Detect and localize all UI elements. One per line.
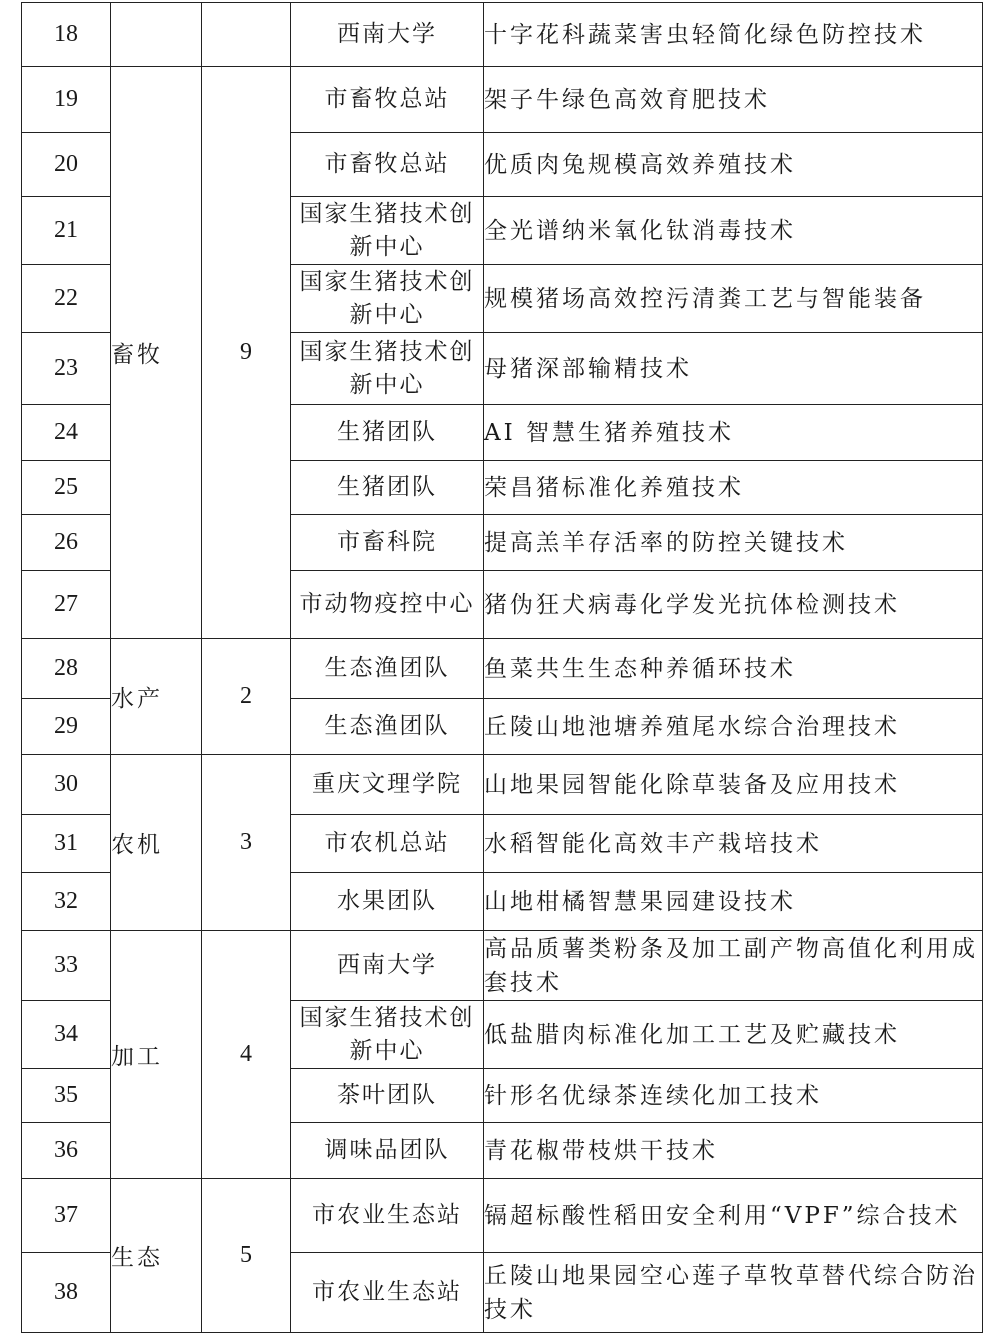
technology-table	[21, 2, 983, 1333]
technology-cell: 山地果园智能化除草装备及应用技术	[484, 755, 983, 815]
table-row	[22, 755, 983, 815]
row-number-cell: 21	[22, 197, 111, 265]
count-cell: 9	[202, 67, 291, 639]
count-cell: 3	[202, 755, 291, 931]
technology-cell: AI 智慧生猪养殖技术	[484, 405, 983, 461]
table-row	[22, 639, 983, 699]
unit-cell: 生态渔团队	[291, 699, 484, 755]
row-number-cell: 36	[22, 1123, 111, 1179]
category-cell: 农机	[111, 755, 202, 931]
technology-cell: 规模猪场高效控污清粪工艺与智能装备	[484, 265, 983, 333]
technology-cell: 镉超标酸性稻田安全利用“VPF”综合技术	[484, 1179, 983, 1253]
technology-cell: 针形名优绿茶连续化加工技术	[484, 1069, 983, 1123]
category-cell: 畜牧	[111, 67, 202, 639]
technology-cell: 十字花科蔬菜害虫轻简化绿色防控技术	[484, 3, 983, 67]
row-number-cell: 19	[22, 67, 111, 133]
row-number-cell: 20	[22, 133, 111, 197]
count-cell: 4	[202, 931, 291, 1179]
row-number-cell: 28	[22, 639, 111, 699]
technology-cell: 水稻智能化高效丰产栽培技术	[484, 815, 983, 873]
unit-cell: 国家生猪技术创新中心	[291, 1001, 484, 1069]
unit-cell: 西南大学	[291, 3, 484, 67]
technology-cell: 全光谱纳米氧化钛消毒技术	[484, 197, 983, 265]
technology-cell: 低盐腊肉标准化加工工艺及贮藏技术	[484, 1001, 983, 1069]
table-body	[22, 3, 983, 1333]
category-cell: 水产	[111, 639, 202, 755]
row-number-cell: 23	[22, 333, 111, 405]
unit-cell: 国家生猪技术创新中心	[291, 197, 484, 265]
count-cell: 2	[202, 639, 291, 755]
row-number-cell: 25	[22, 461, 111, 515]
row-number-cell: 30	[22, 755, 111, 815]
unit-cell: 市农机总站	[291, 815, 484, 873]
technology-cell: 丘陵山地果园空心莲子草牧草替代综合防治技术	[484, 1253, 983, 1333]
table-row	[22, 3, 983, 67]
unit-cell: 市畜牧总站	[291, 133, 484, 197]
table-row	[22, 931, 983, 1001]
row-number-cell: 38	[22, 1253, 111, 1333]
unit-cell: 西南大学	[291, 931, 484, 1001]
unit-cell: 水果团队	[291, 873, 484, 931]
unit-cell: 国家生猪技术创新中心	[291, 333, 484, 405]
technology-cell: 优质肉兔规模高效养殖技术	[484, 133, 983, 197]
row-number-cell: 22	[22, 265, 111, 333]
technology-cell: 高品质薯类粉条及加工副产物高值化利用成套技术	[484, 931, 983, 1001]
unit-cell: 市农业生态站	[291, 1179, 484, 1253]
technology-cell: 架子牛绿色高效育肥技术	[484, 67, 983, 133]
count-cell: 5	[202, 1179, 291, 1333]
unit-cell: 茶叶团队	[291, 1069, 484, 1123]
row-number-cell: 24	[22, 405, 111, 461]
unit-cell: 国家生猪技术创新中心	[291, 265, 484, 333]
technology-cell: 青花椒带枝烘干技术	[484, 1123, 983, 1179]
category-cell: 加工	[111, 931, 202, 1179]
unit-cell: 市农业生态站	[291, 1253, 484, 1333]
row-number-cell: 27	[22, 571, 111, 639]
row-number-cell: 18	[22, 3, 111, 67]
technology-cell: 荣昌猪标准化养殖技术	[484, 461, 983, 515]
technology-cell: 鱼菜共生生态种养循环技术	[484, 639, 983, 699]
unit-cell: 生态渔团队	[291, 639, 484, 699]
technology-cell: 猪伪狂犬病毒化学发光抗体检测技术	[484, 571, 983, 639]
technology-cell: 丘陵山地池塘养殖尾水综合治理技术	[484, 699, 983, 755]
row-number-cell: 29	[22, 699, 111, 755]
row-number-cell: 31	[22, 815, 111, 873]
row-number-cell: 32	[22, 873, 111, 931]
row-number-cell: 34	[22, 1001, 111, 1069]
row-number-cell: 37	[22, 1179, 111, 1253]
row-number-cell: 35	[22, 1069, 111, 1123]
category-cell	[111, 3, 202, 67]
unit-cell: 市动物疫控中心	[291, 571, 484, 639]
count-cell	[202, 3, 291, 67]
unit-cell: 市畜牧总站	[291, 67, 484, 133]
row-number-cell: 33	[22, 931, 111, 1001]
category-cell: 生态	[111, 1179, 202, 1333]
table-row	[22, 67, 983, 133]
row-number-cell: 26	[22, 515, 111, 571]
unit-cell: 调味品团队	[291, 1123, 484, 1179]
unit-cell: 重庆文理学院	[291, 755, 484, 815]
technology-cell: 母猪深部输精技术	[484, 333, 983, 405]
unit-cell: 生猪团队	[291, 461, 484, 515]
unit-cell: 市畜科院	[291, 515, 484, 571]
technology-cell: 提高羔羊存活率的防控关键技术	[484, 515, 983, 571]
technology-cell: 山地柑橘智慧果园建设技术	[484, 873, 983, 931]
unit-cell: 生猪团队	[291, 405, 484, 461]
table-row	[22, 1179, 983, 1253]
